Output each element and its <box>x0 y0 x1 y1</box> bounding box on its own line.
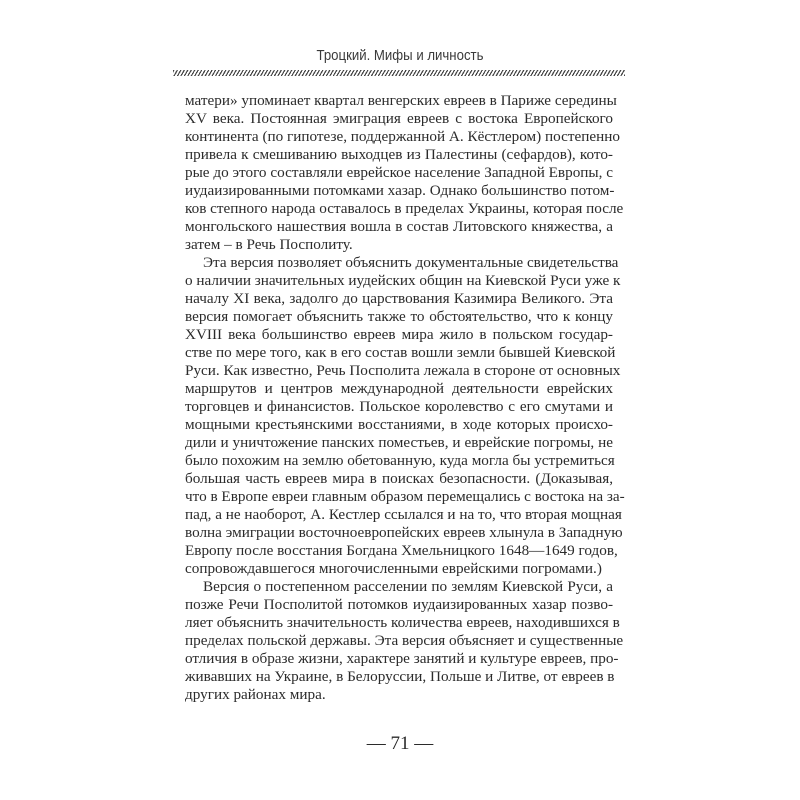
text-line: XVIII века большинство евреев мира жило в польском государ- <box>185 326 613 343</box>
running-header: Троцкий. Мифы и личность <box>316 47 484 64</box>
text-line: ков степного народа оставалось в пределах Украины, которая после <box>185 200 624 217</box>
text-line: пад, а не наоборот, А. Кестлер ссылался и на то, что вторая мощная <box>185 506 622 523</box>
text-line: континента (по гипотезе, поддержанной А. Кёстлером) постепенно <box>185 128 620 145</box>
page-body <box>185 92 625 704</box>
text-line: XV века. Постоянная эмиграция евреев с востока Европейского <box>185 110 613 127</box>
text-line: сопровождавшегося многочисленными еврейскими погромами.) <box>185 560 602 577</box>
text-line: Руси. Как известно, Речь Посполита лежала в стороне от основных <box>185 362 621 379</box>
text-line: Версия о постепенном расселении по землям Киевской Руси, а <box>203 578 613 595</box>
text-line: затем – в Речь Посполиту. <box>185 236 353 253</box>
text-line: матери» упоминает квартал венгерских евреев в Париже середины <box>185 92 617 109</box>
paragraph <box>185 578 624 704</box>
text-line: Эта версия позволяет объяснить документальные свидетельства <box>203 254 619 271</box>
text-line: отличия в образе жизни, характере занятий и культуре евреев, про- <box>185 650 619 667</box>
paragraph <box>185 92 624 254</box>
text-line: маршрутов и центров международной деятельности еврейских <box>185 380 613 397</box>
text-line: стве по мере того, как в его состав вошли земли бывшей Киевской <box>185 344 616 361</box>
text-line: большая часть евреев мира в поисках безопасности. (Доказывая, <box>185 470 613 487</box>
text-line: пределах польской державы. Эта версия объясняет и существенные <box>185 632 624 649</box>
text-line: позже Речи Посполитой потомков иудаизированных хазар позво- <box>185 596 613 613</box>
text-line: было похожим на землю обетованную, куда могла бы устремиться <box>185 452 615 469</box>
text-line: иудаизированными потомками хазар. Однако большинство потом- <box>185 182 615 199</box>
header-hatched-rule <box>173 70 625 76</box>
text-line: мощными крестьянскими восстаниями, в ходе которых происхо- <box>185 416 613 433</box>
text-line: монгольского нашествия вошла в состав Литовского княжества, а <box>185 218 613 235</box>
page-number: — 71 — <box>366 733 434 754</box>
text-line: о наличии значительных иудейских общин на Киевской Руси уже к <box>185 272 621 289</box>
text-line: торговцев и финансистов. Польское королевство с его смутами и <box>185 398 613 415</box>
text-line: дили и уничтожение панских поместьев, и еврейские погромы, не <box>185 434 613 451</box>
paragraph <box>185 254 625 578</box>
text-line: началу XI века, задолго до царствования Казимира Великого. Эта <box>185 290 613 307</box>
text-line: волна эмиграции восточноевропейских евреев хлынула в Западную <box>185 524 623 541</box>
text-line: ляет объяснить значительность количества евреев, находившихся в <box>185 614 620 631</box>
text-line: других районах мира. <box>185 686 326 703</box>
text-line: версия помогает объяснить также то обстоятельство, что к концу <box>185 308 613 325</box>
text-line: привела к смешиванию выходцев из Палестины (сефардов), кото- <box>185 146 613 163</box>
text-line: что в Европе евреи главным образом перемещались с востока на за- <box>185 488 625 505</box>
text-line: Европу после восстания Богдана Хмельницкого 1648—1649 годов, <box>185 542 618 559</box>
text-line: рые до этого составляли еврейское население Западной Европы, с <box>185 164 613 181</box>
text-line: живавших на Украине, в Белоруссии, Польше и Литве, от евреев в <box>185 668 615 685</box>
